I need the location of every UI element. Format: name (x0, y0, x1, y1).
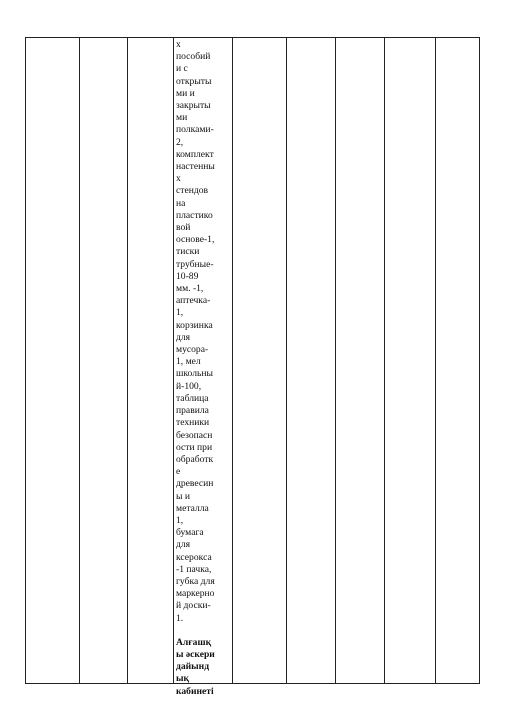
text-line: 1, мел (176, 356, 201, 368)
text-line: правила (176, 405, 209, 417)
text-line: пластико (176, 209, 213, 221)
text-line: обработк (176, 453, 214, 465)
column-divider (286, 38, 287, 683)
text-line: настенны (176, 161, 215, 173)
text-line: школьны (176, 368, 213, 380)
text-line: комплект (176, 148, 214, 160)
text-line: для (176, 539, 191, 551)
text-line: й доски- (176, 600, 211, 612)
equipment-list-text (176, 39, 228, 625)
text-line: х (176, 173, 181, 185)
section-heading (176, 637, 228, 698)
text-line: 1, (176, 514, 184, 526)
text-line: мм. -1, (176, 283, 204, 295)
text-line: е (176, 466, 181, 478)
heading-line: ы әскери (176, 648, 215, 660)
text-line: -1 пачка, (176, 563, 212, 575)
text-line: тиски (176, 246, 200, 258)
text-line: древесин (176, 478, 214, 490)
text-line: корзинка (176, 319, 213, 331)
text-line: и с (176, 63, 188, 75)
text-line: открыты (176, 75, 212, 87)
column-divider (127, 38, 128, 683)
heading-line: ық (176, 673, 190, 685)
text-line: маркерно (176, 588, 215, 600)
paragraph-gap (176, 625, 228, 637)
text-line: вой (176, 222, 191, 234)
equipment-list-cell (176, 39, 228, 698)
text-line: 2, (176, 136, 184, 148)
heading-line: дайынд (176, 661, 210, 673)
text-line: х (176, 39, 181, 50)
column-divider (435, 38, 436, 683)
text-line: ксерокса (176, 551, 212, 563)
text-line: основе-1, (176, 234, 215, 246)
column-divider (173, 38, 174, 683)
text-line: на (176, 197, 186, 209)
text-line: ы и (176, 490, 190, 502)
text-line: для (176, 331, 191, 343)
text-line: таблица (176, 392, 209, 404)
text-line: ости при (176, 441, 213, 453)
text-line: й-100, (176, 380, 202, 392)
text-line: металла (176, 502, 209, 514)
text-line: пособий (176, 51, 211, 63)
heading-line: Алғашқ (176, 636, 212, 648)
column-divider (232, 38, 233, 683)
text-line: трубные- (176, 258, 214, 270)
text-line: безопасн (176, 429, 213, 441)
text-line: стендов (176, 185, 209, 197)
text-line: бумага (176, 527, 204, 539)
text-line: аптечка- (176, 295, 211, 307)
column-divider (335, 38, 336, 683)
text-line: ми (176, 112, 188, 124)
column-divider (79, 38, 80, 683)
equipment-table (25, 37, 480, 697)
text-line: техники (176, 417, 210, 429)
text-line: полками- (176, 124, 214, 136)
text-line: мусора- (176, 344, 209, 356)
heading-line: кабинеті (176, 685, 214, 697)
text-line: 1, (176, 307, 184, 319)
column-divider (384, 38, 385, 683)
text-line: 1. (176, 612, 184, 624)
text-line: губка для (176, 575, 215, 587)
text-line: закрыты (176, 100, 211, 112)
text-line: ми и (176, 87, 195, 99)
text-line: 10-89 (176, 270, 199, 282)
